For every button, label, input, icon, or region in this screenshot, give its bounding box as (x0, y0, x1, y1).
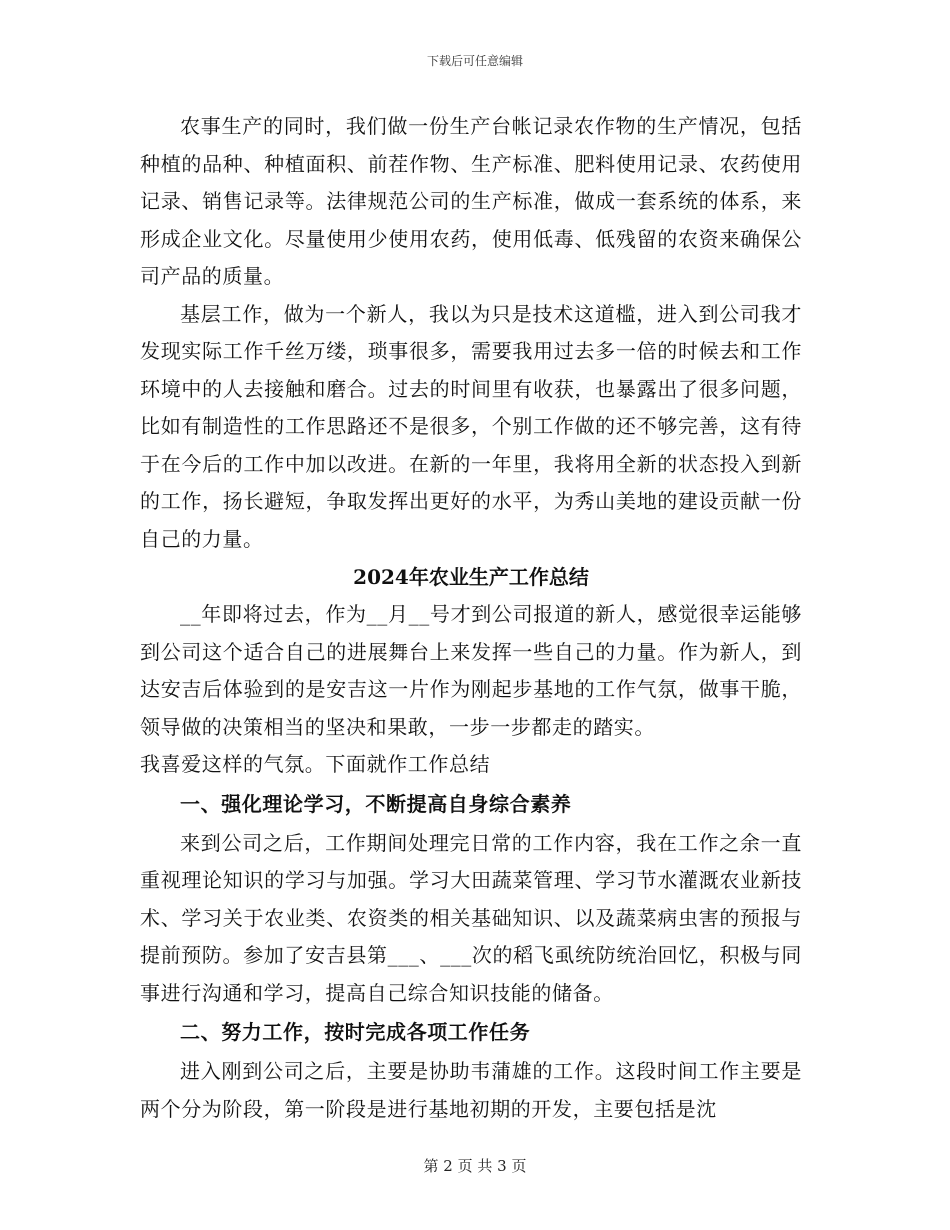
paragraph-introduction-end: 我喜爱这样的气氛。下面就作工作总结 (140, 752, 491, 776)
paragraph-production-ledger: 农事生产的同时，我们做一份生产台帐记录农作物的生产情况，包括种植的品种、种植面积、前茬作物、生产标准、肥料使用记录、农药使用记录、销售记录等。法律规范公司的生产标准，做成一套系统的体系，来形成企业文化。尽量使用少使用农药，使用低毒、低残留的农资来确保公司产品的质量。 (140, 114, 802, 288)
paragraph-theory-study: 来到公司之后，工作期间处理完日常的工作内容，我在工作之余一直重视理论知识的学习与加强。学习大田蔬菜管理、学习节水灌溉农业新技术、学习关于农业类、农资类的相关基础知识、以及蔬菜病虫害的预报与提前预防。参加了安吉县第___、___次的稻飞虱统防统治回忆，积极与同事进行沟通和学习，提高自己综合知识技能的储备。 (140, 830, 802, 1005)
paragraph-introduction: __年即将过去，作为__月__号才到公司报道的新人，感觉很幸运能够到公司这个适合自己的进展舞台上来发挥一些自己的力量。作为新人，到达安吉后体验到的是安吉这一片作为刚起步基地的工作气氛，做事干脆，领导做的决策相当的坚决和果敢，一步一步都走的踏实。 (140, 602, 802, 739)
paragraph-grassroots-work: 基层工作，做为一个新人，我以为只是技术这道槛，进入到公司我才发现实际工作千丝万缕，琐事很多，需要我用过去多一倍的时候去和工作环境中的人去接触和磨合。过去的时间里有收获，也暴露出了很多问题，比如有制造性的工作思路还不是很多，个别工作做的还不够完善，这有待于在今后的工作中加以改进。在新的一年里，我将用全新的状态投入到新的工作，扬长避短，争取发挥出更好的水平，为秀山美地的建设贡献一份自己的力量。 (140, 301, 802, 551)
page-footer: 第 2 页 共 3 页 (423, 1157, 527, 1175)
document-body (140, 108, 802, 1128)
document-title: 2024年农业生产工作总结 (353, 565, 589, 589)
section-heading-work-tasks: 二、努力工作，按时完成各项工作任务 (180, 1020, 531, 1044)
section-heading-theory-study: 一、强化理论学习，不断提高自身综合素养 (180, 791, 572, 816)
paragraph-work-tasks: 进入刚到公司之后，主要是协助韦蒲雄的工作。这段时间工作主要是两个分为阶段，第一阶段是进行基地初期的开发，主要包括是沈 (140, 1059, 802, 1121)
page-header: 下载后可任意编辑 (426, 54, 523, 68)
